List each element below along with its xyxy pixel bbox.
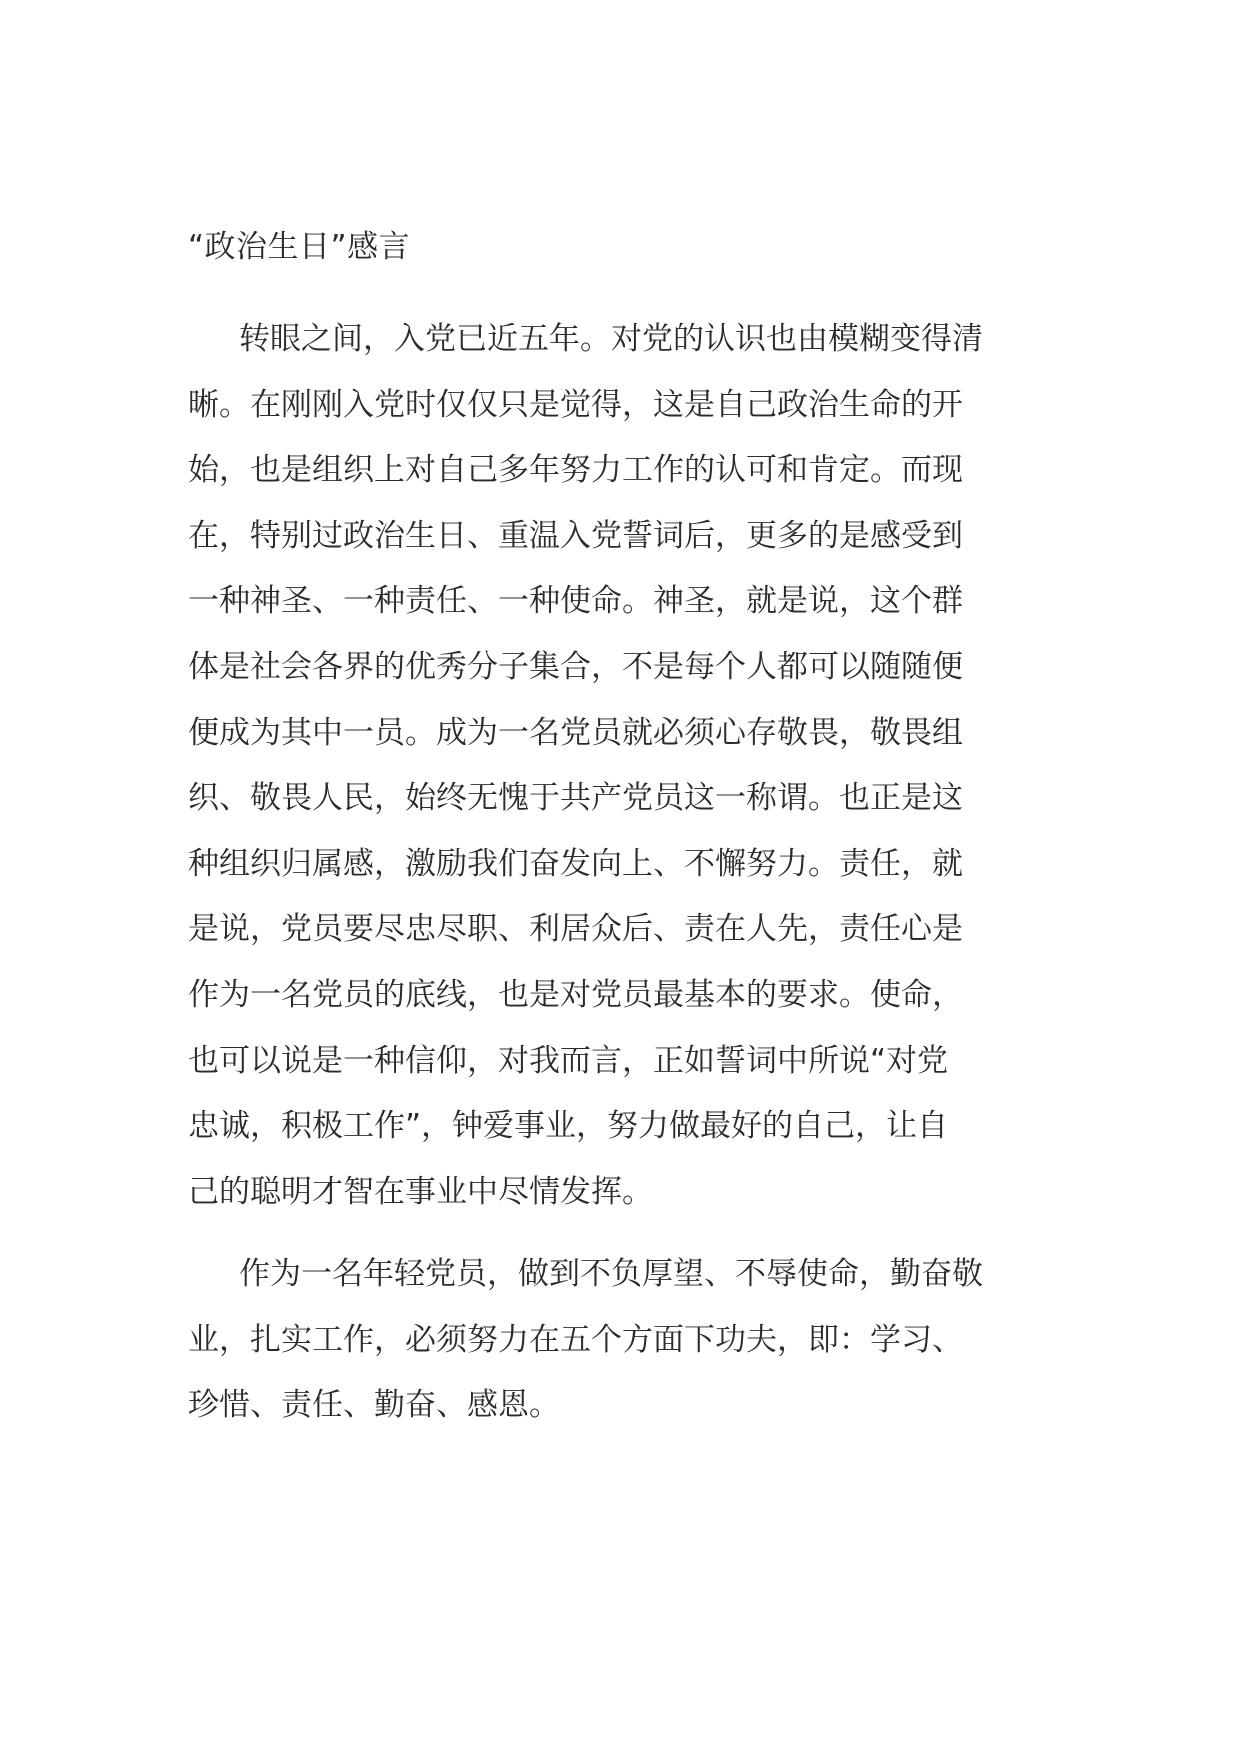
paragraph-line: 己的聪明才智在事业中尽情发挥。 bbox=[188, 1173, 653, 1210]
paragraph-line: 体是社会各界的优秀分子集合，不是每个人都可以随随便 bbox=[188, 648, 963, 685]
paragraph-line: 作为一名年轻党员，做到不负厚望、不辱使命，勤奋敬 bbox=[239, 1256, 983, 1292]
paragraph-line: 晰。在刚刚入党时仅仅只是觉得，这是自己政治生命的开 bbox=[188, 386, 963, 423]
paragraph-line: 珍惜、责任、勤奋、感恩。 bbox=[188, 1387, 560, 1424]
paragraph-line: 在，特别过政治生日、重温入党誓词后，更多的是感受到 bbox=[188, 517, 963, 554]
paragraph-line: 忠诚，积极工作”，钟爱事业，努力做最好的自己，让自 bbox=[188, 1108, 949, 1145]
paragraph-1 bbox=[188, 307, 1048, 1225]
paragraph-line: 织、敬畏人民，始终无愧于共产党员这一称谓。也正是这 bbox=[188, 780, 963, 817]
paragraph-line: 始，也是组织上对自己多年努力工作的认可和肯定。而现 bbox=[188, 452, 963, 489]
paragraph-2 bbox=[188, 1242, 1048, 1439]
paragraph-line: 作为一名党员的底线，也是对党员最基本的要求。使命， bbox=[188, 976, 963, 1013]
paragraph-line: 便成为其中一员。成为一名党员就必须心存敬畏，敬畏组 bbox=[188, 714, 963, 751]
paragraph-line: 种组织归属感，激励我们奋发向上、不懈努力。责任，就 bbox=[188, 845, 963, 882]
paragraph-line: 也可以说是一种信仰，对我而言，正如誓词中所说“对党 bbox=[188, 1042, 949, 1079]
paragraph-line: 是说，党员要尽忠尽职、利居众后、责在人先，责任心是 bbox=[188, 911, 963, 948]
paragraph-line: 业，扎实工作，必须努力在五个方面下功夫，即：学习、 bbox=[188, 1321, 963, 1358]
paragraph-line: 一种神圣、一种责任、一种使命。神圣，就是说，这个群 bbox=[188, 583, 963, 620]
document-title: “政治生日”感言 bbox=[188, 229, 411, 265]
paragraph-line: 转眼之间，入党已近五年。对党的认识也由模糊变得清 bbox=[239, 321, 983, 357]
